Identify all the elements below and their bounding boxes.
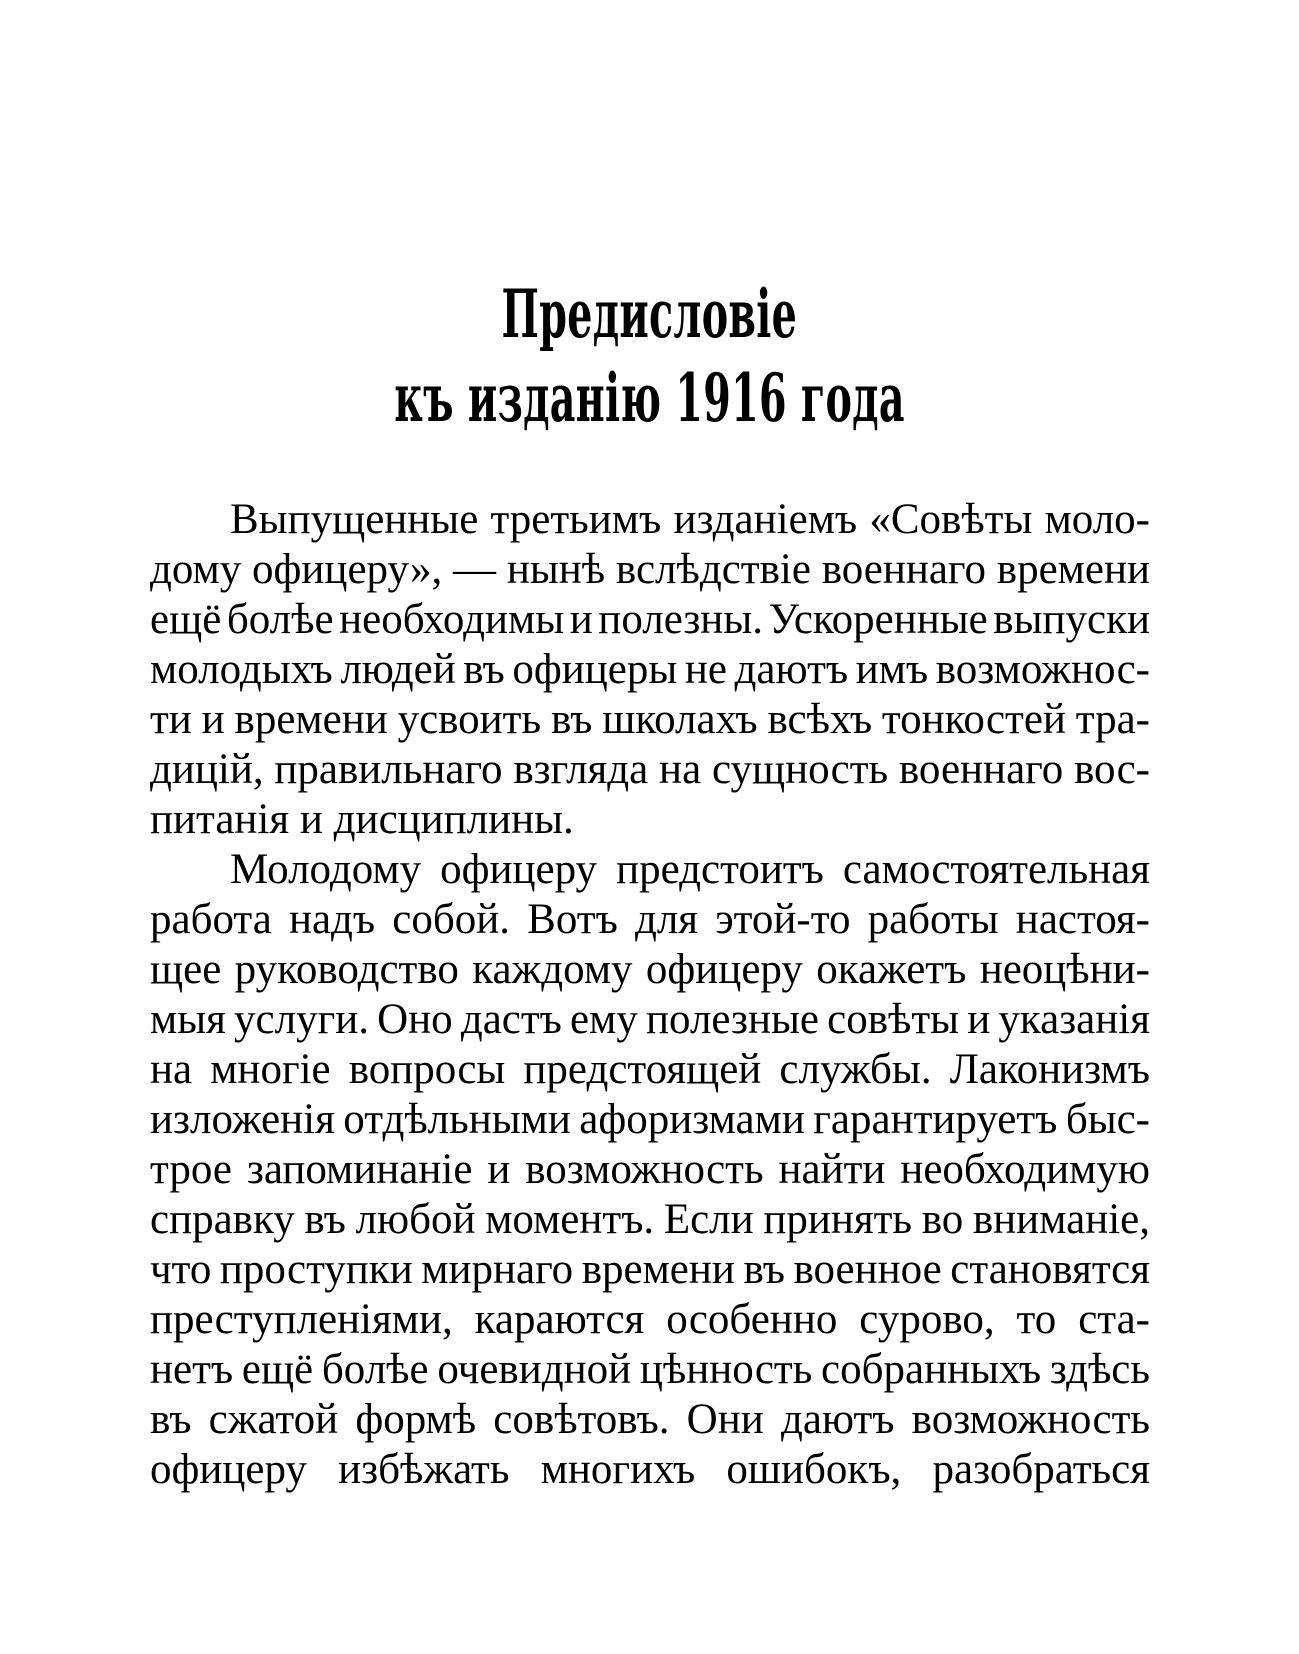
text-line-content: на многіе вопросы предстоящей службы. Лаконизмъ (150, 1046, 1150, 1093)
text-line-content: трое запоминаніе и возможность найти необходимую (150, 1146, 1150, 1193)
text-line (150, 645, 1150, 695)
chapter-title (0, 272, 1299, 440)
text-line (150, 695, 1150, 745)
text-line (150, 1245, 1150, 1295)
text-line (150, 1345, 1150, 1395)
text-line (150, 495, 1150, 545)
text-block (150, 495, 1150, 1495)
text-line-content: дицій, правильнаго взгляда на сущность военнаго вос- (150, 746, 1150, 793)
chapter-title-line-2 (0, 356, 1299, 440)
text-line-content: въ сжатой формѣ совѣтовъ. Они даютъ возможность (150, 1396, 1150, 1443)
text-line-content: офицеру избѣжать многихъ ошибокъ, разобраться (150, 1446, 1150, 1493)
text-line (150, 1195, 1150, 1245)
chapter-title-line-1 (0, 272, 1299, 356)
text-line (150, 1395, 1150, 1445)
text-line (150, 745, 1150, 795)
text-line (150, 1145, 1150, 1195)
text-line-content: изложенія отдѣльными афоризмами гарантируетъ быс- (150, 1096, 1150, 1143)
text-line-content: дому офицеру», — нынѣ вслѣдствіе военнаго времени (150, 546, 1150, 593)
text-line (150, 1045, 1150, 1095)
text-line-content: питанія и дисциплины. (150, 796, 574, 843)
text-line (150, 845, 1150, 895)
text-line-content: преступленіями, караются особенно сурово, то ста- (150, 1296, 1150, 1343)
chapter-title-text-1: Предисловіе (501, 275, 798, 353)
text-line-content: молодыхъ людей въ офицеры не даютъ имъ возможнос- (150, 646, 1150, 693)
text-line-content: мыя услуги. Оно дастъ ему полезные совѣты и указанія (150, 996, 1150, 1043)
text-line (150, 1295, 1150, 1345)
text-line-content: Молодому офицеру предстоитъ самостоятельная (230, 846, 1150, 893)
text-line (150, 995, 1150, 1045)
text-line (150, 595, 1150, 645)
text-line-content: ти и времени усвоить въ школахъ всѣхъ тонкостей тра- (150, 696, 1150, 743)
text-line (150, 945, 1150, 995)
text-line (150, 545, 1150, 595)
text-line-content: что проступки мирнаго времени въ военное становятся (150, 1246, 1150, 1293)
text-line-content: щее руководство каждому офицеру окажетъ неоцѣни- (150, 946, 1150, 993)
chapter-title-text-2: къ изданію 1916 года (394, 359, 905, 437)
text-line (150, 1445, 1150, 1495)
text-line (150, 1095, 1150, 1145)
text-line-content: нетъ ещё болѣе очевидной цѣнность собранныхъ здѣсь (150, 1346, 1150, 1393)
text-line-content: справку въ любой моментъ. Если принять во вниманіе, (150, 1196, 1150, 1243)
text-line-content: ещё болѣе необходимы и полезны. Ускоренные выпуски (150, 596, 1150, 643)
text-line-content: Выпущенные третьимъ изданіемъ «Совѣты моло- (230, 496, 1150, 543)
text-line (150, 895, 1150, 945)
text-line (150, 795, 1150, 845)
text-line-content: работа надъ собой. Вотъ для этой-то работы настоя- (150, 896, 1150, 943)
